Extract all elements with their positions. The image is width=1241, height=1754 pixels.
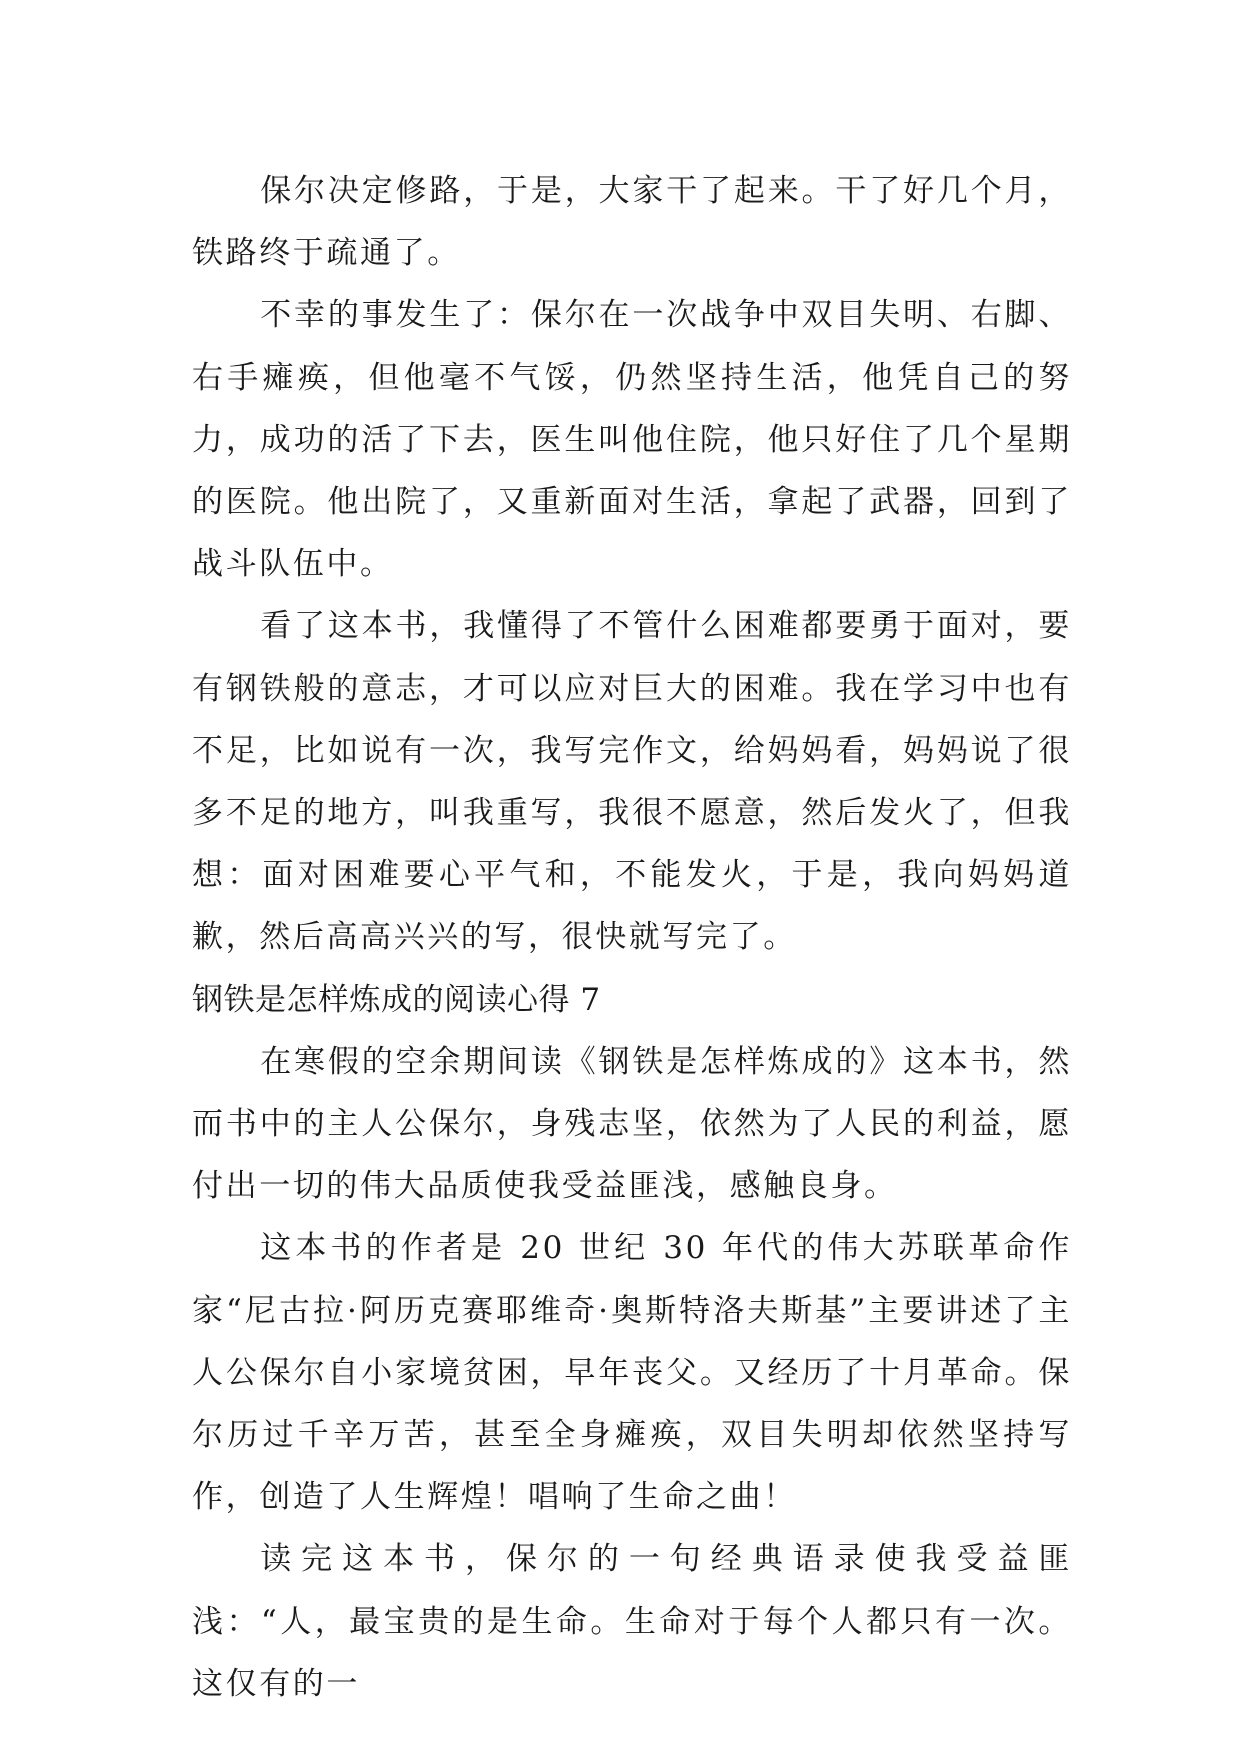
paragraph-author: 这本书的作者是 20 世纪 30 年代的伟大苏联革命作家“尼古拉·阿历克赛耶维奇·奥斯特洛夫斯基”主要讲述了主人公保尔自小家境贫困，早年丧父。又经历了十月革命。保尔历过千辛万苦，甚至全身瘫痪，双目失明却依然坚持写作，创造了人生辉煌！唱响了生命之曲！ <box>192 1230 1072 1516</box>
paragraph-winter-reading: 在寒假的空余期间读《钢铁是怎样炼成的》这本书，然而书中的主人公保尔，身残志坚，依然为了人民的利益，愿付出一切的伟大品质使我受益匪浅，感触良身。 <box>192 1043 1072 1205</box>
document-body <box>192 160 1072 1715</box>
paragraph-reflection: 看了这本书，我懂得了不管什么困难都要勇于面对，要有钢铁般的意志，才可以应对巨大的困难。我在学习中也有不足，比如说有一次，我写完作文，给妈妈看，妈妈说了很多不足的地方，叫我重写，我很不愿意，然后发火了，但我想：面对困难要心平气和，不能发火，于是，我向妈妈道歉，然后高高兴兴的写，很快就写完了。 <box>192 608 1072 956</box>
paragraph-misfortune: 不幸的事发生了：保尔在一次战争中双目失明、右脚、右手瘫痪，但他毫不气馁，仍然坚持生活，他凭自己的努力，成功的活了下去，医生叫他住院，他只好住了几个星期的医院。他出院了，又重新面对生活，拿起了武器，回到了战斗队伍中。 <box>192 297 1072 583</box>
section-heading: 钢铁是怎样炼成的阅读心得 7 <box>192 981 601 1018</box>
paragraph-road-repair: 保尔决定修路，于是，大家干了起来。干了好几个月，铁路终于疏通了。 <box>192 173 1072 272</box>
paragraph-quote: 读完这本书，保尔的一句经典语录使我受益匪浅：“人，最宝贵的是生命。生命对于每个人都只有一次。这仅有的一 <box>192 1541 1072 1702</box>
